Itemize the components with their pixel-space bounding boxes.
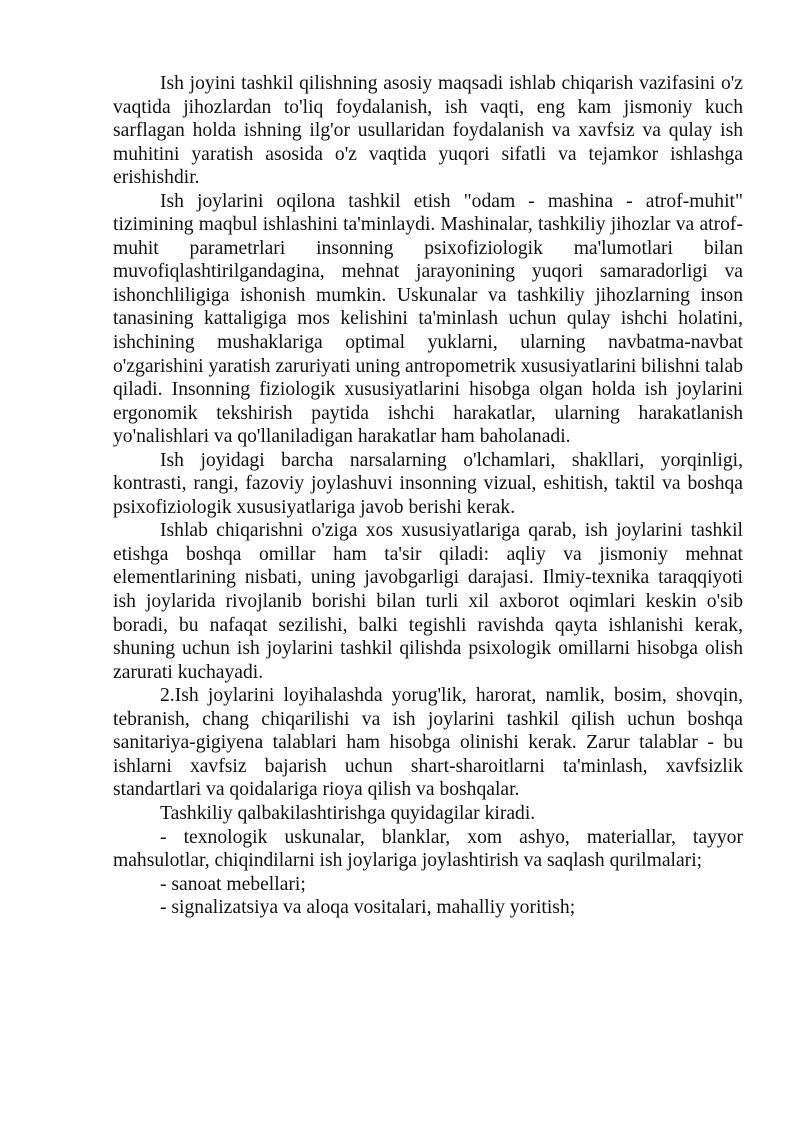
list-item: - sanoat mebellari; <box>160 873 306 895</box>
paragraph-1: Ish joyini tashkil qilishning asosiy maqsadi ishlab chiqarish vazifasini o'z vaqtida jihozlardan to'liq foydalanish, ish vaqti, eng kam jismoniy kuch sarflagan holda ishning ilg'or usullaridan foydalanish va xavfsiz va qulay ish muhitini yaratish asosida o'z vaqtida yuqori sifatli va tejamkor ishlashga erishishdir. <box>113 73 743 189</box>
paragraph-2: Ish joylarini oqilona tashkil etish "odam - mashina - atrof-muhit" tizimining maqbul ishlashini ta'minlaydi. Mashinalar, tashkiliy jihozlar va atrof-muhit parametrlari insonning psixofiziologik ma'lumotlari bilan muvofiqlashtirilgandagina, mehnat jarayonining yuqori samaradorligi va ishonchliligiga ishonish mumkin. Uskunalar va tashkiliy jihozlarning inson tanasining kattaligiga mos kelishini ta'minlash uchun qulay ishchi holatini, ishchining mushaklariga optimal yuklarni, ularning navbatma-navbat o'zgarishini yaratish zaruriyati uning antropometrik xususiyatlarini bilishni talab qiladi. Insonning fiziologik xususiyatlarini hisobga olgan holda ish joylarini ergonomik tekshirish paytida ishchi harakatlar, ularning harakatlanish yo'nalishlari va qo'llaniladigan harakatlar ham baholanadi. <box>113 190 743 448</box>
paragraph-6: Tashkiliy qalbakilashtirishga quyidagilar kiradi. <box>160 802 536 824</box>
paragraph-3: Ish joyidagi barcha narsalarning o'lchamlari, shakllari, yorqinligi, kontrasti, rangi, fazoviy joylashuvi insonning vizual, eshitish, taktil va boshqa psixofiziologik xususiyatlariga javob berishi kerak. <box>113 449 743 518</box>
paragraph-5: 2.Ish joylarini loyihalashda yorug'lik, harorat, namlik, bosim, shovqin, tebranish, chang chiqarilishi va ish joylarini tashkil qilish uchun boshqa sanitariya-gigiyena talablari ham hisobga olinishi kerak. Zarur talablar - bu ishlarni xavfsiz bajarish uchun shart-sharoitlarni ta'minlash, xavfsizlik standartlari va qoidalariga rioya qilish va boshqalar. <box>113 685 743 801</box>
list-item: - signalizatsiya va aloqa vositalari, mahalliy yoritish; <box>160 897 576 919</box>
list-item: - texnologik uskunalar, blanklar, xom ashyo, materiallar, tayyor mahsulotlar, chiqindilarni ish joylariga joylashtirish va saqlash qurilmalari; <box>113 826 743 872</box>
paragraph-4: Ishlab chiqarishni o'ziga xos xususiyatlariga qarab, ish joylarini tashkil etishga boshqa omillar ham ta'sir qiladi: aqliy va jismoniy mehnat elementlarining nisbati, uning javobgarligi darajasi. Ilmiy-texnika taraqqiyoti ish joylarida rivojlanib borishi bilan turli xil axborot oqimlari keskin o'sib boradi, bu nafaqat sezilishi, balki tegishli ravishda qayta ishlanishi kerak, shuning uchun ish joylarini tashkil qilishda psixologik omillarni hisobga olish zarurati kuchayadi. <box>113 520 743 683</box>
document-page <box>113 72 743 920</box>
